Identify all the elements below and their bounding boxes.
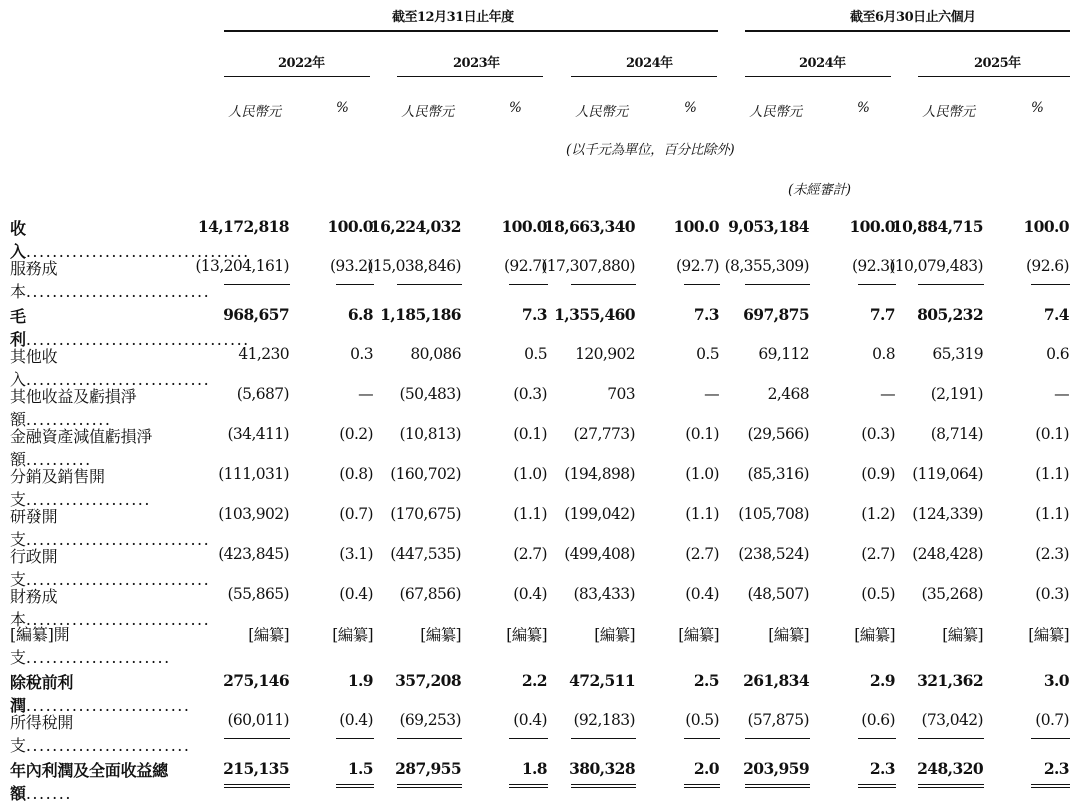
cell-amount: 1,185,186 — [380, 305, 461, 324]
cell-amount: (160,702) — [390, 465, 461, 483]
leader-dots: ................... — [25, 490, 151, 509]
cell-percent: (92.6) — [1025, 257, 1069, 275]
cell-amount: 472,511 — [569, 671, 635, 690]
single-rule — [571, 738, 636, 739]
cell-amount: (105,708) — [738, 505, 809, 523]
cell-amount: 41,230 — [238, 345, 289, 363]
cell-percent: 2.5 — [693, 671, 719, 690]
cell-amount: (27,773) — [573, 425, 635, 443]
cell-amount: (85,316) — [747, 465, 809, 483]
double-rule — [858, 784, 896, 788]
single-rule — [918, 284, 984, 285]
cell-amount: [編纂] — [420, 626, 461, 644]
cell-percent: (1.0) — [513, 465, 547, 483]
cell-percent: (0.8) — [339, 465, 373, 483]
header-six-months: 截至6月30日止六個月 — [850, 10, 976, 25]
leader-dots: ............................ — [25, 530, 211, 549]
cell-percent: 100.0 — [1023, 217, 1069, 236]
cell-percent: (0.4) — [685, 585, 719, 603]
row-label-text: [編纂]開支 — [10, 625, 70, 667]
single-rule — [745, 738, 810, 739]
single-rule — [336, 284, 374, 285]
cell-amount: (103,902) — [218, 505, 289, 523]
cell-percent: 7.4 — [1043, 305, 1069, 324]
cell-percent: (1.0) — [685, 465, 719, 483]
cell-amount: 1,355,460 — [554, 305, 635, 324]
cell-amount: 261,834 — [743, 671, 809, 690]
cell-percent: 2.9 — [869, 671, 895, 690]
cell-amount: (170,675) — [390, 505, 461, 523]
single-rule — [684, 284, 720, 285]
cell-percent: 100.0 — [327, 217, 373, 236]
cell-amount: (83,433) — [573, 585, 635, 603]
cell-percent: 100.0 — [501, 217, 547, 236]
leader-dots: ............................ — [25, 282, 211, 301]
leader-dots: ......................... — [25, 736, 191, 755]
row-label — [10, 622, 210, 668]
row-label-text: 所得稅開支 — [10, 713, 74, 755]
year-rule — [224, 76, 370, 77]
cell-amount: 80,086 — [410, 345, 461, 363]
cell-amount: (10,813) — [399, 425, 461, 443]
cell-amount: (194,898) — [564, 465, 635, 483]
single-rule — [509, 738, 548, 739]
double-rule — [397, 784, 462, 788]
row-label-text: 收入 — [10, 219, 26, 261]
cell-percent: (2.3) — [1035, 545, 1069, 563]
cell-percent: 0.8 — [872, 345, 895, 363]
cell-percent: (0.5) — [685, 711, 719, 729]
double-rule — [224, 784, 290, 788]
leader-dots: .................................. — [25, 330, 250, 349]
cell-amount: [編纂] — [942, 626, 983, 644]
single-rule — [224, 738, 290, 739]
cell-amount: 18,663,340 — [543, 217, 635, 236]
cell-percent: 2.2 — [521, 671, 547, 690]
leader-dots: ............................ — [25, 610, 211, 629]
single-rule — [918, 738, 984, 739]
unit-rmb: 人民幣元 — [401, 104, 454, 120]
row-label-text: 年內利潤及全面收益總額 — [10, 761, 169, 803]
cell-amount: 16,224,032 — [369, 217, 461, 236]
cell-percent: 0.6 — [1046, 345, 1069, 363]
unit-pct: % — [1031, 100, 1044, 116]
cell-amount: 9,053,184 — [728, 217, 809, 236]
double-rule — [684, 784, 720, 788]
unit-pct: % — [684, 100, 697, 116]
cell-amount: (15,038,846) — [367, 257, 461, 275]
cell-percent: 100.0 — [849, 217, 895, 236]
row-label-text: 除稅前利潤 — [10, 673, 74, 715]
unit-pct: % — [857, 100, 870, 116]
cell-amount: [編纂] — [768, 626, 809, 644]
header-six-rule — [745, 30, 1070, 32]
leader-dots: .................................. — [25, 242, 250, 261]
row-label-text: 分銷及銷售開支 — [10, 467, 105, 509]
cell-percent: [編纂] — [506, 626, 547, 644]
leader-dots: ............. — [25, 410, 112, 429]
note-thousands: (以千元為單位，百分比除外) — [566, 142, 735, 158]
single-rule — [571, 284, 636, 285]
cell-percent: (0.3) — [513, 385, 547, 403]
cell-amount: (34,411) — [227, 425, 289, 443]
single-rule — [224, 284, 290, 285]
cell-amount: (73,042) — [921, 711, 983, 729]
note-unaudited: (未經審計) — [788, 182, 851, 198]
cell-percent: (0.5) — [861, 585, 895, 603]
cell-amount: 10,884,715 — [891, 217, 983, 236]
cell-amount: (50,483) — [399, 385, 461, 403]
header-fiscal-years: 截至12月31日止年度 — [392, 10, 514, 25]
cell-percent: 2.3 — [869, 759, 895, 778]
row-label — [10, 758, 210, 804]
cell-amount: (8,355,309) — [724, 257, 809, 275]
double-rule — [336, 784, 374, 788]
row-label-text: 其他收入 — [10, 347, 58, 389]
cell-percent: (92.7) — [675, 257, 719, 275]
cell-percent: 3.0 — [1043, 671, 1069, 690]
cell-percent: (0.4) — [513, 711, 547, 729]
cell-percent: — — [880, 385, 895, 403]
row-label-text: 服務成本 — [10, 259, 58, 301]
cell-percent: (0.4) — [339, 711, 373, 729]
cell-percent: 2.3 — [1043, 759, 1069, 778]
row-label — [10, 256, 210, 302]
leader-dots: ......................... — [25, 696, 191, 715]
unit-rmb: 人民幣元 — [749, 104, 802, 120]
cell-amount: 203,959 — [743, 759, 809, 778]
cell-percent: 1.5 — [347, 759, 373, 778]
cell-percent: (0.4) — [513, 585, 547, 603]
single-rule — [336, 738, 374, 739]
cell-amount: (248,428) — [912, 545, 983, 563]
cell-amount: (124,339) — [912, 505, 983, 523]
single-rule — [1031, 738, 1070, 739]
single-rule — [745, 284, 810, 285]
cell-amount: (111,031) — [218, 465, 289, 483]
cell-amount: 703 — [607, 385, 635, 403]
cell-amount: 805,232 — [917, 305, 983, 324]
cell-amount: (447,535) — [390, 545, 461, 563]
unit-rmb: 人民幣元 — [575, 104, 628, 120]
year-2025-six: 2025年 — [974, 56, 1021, 71]
double-rule — [1031, 784, 1070, 788]
unit-rmb: 人民幣元 — [922, 104, 975, 120]
cell-amount: 2,468 — [767, 385, 809, 403]
year-2023: 2023年 — [453, 56, 500, 71]
row-label-text: 研發開支 — [10, 507, 58, 549]
cell-percent: (93.2) — [329, 257, 373, 275]
year-2024: 2024年 — [626, 56, 673, 71]
leader-dots: ............................ — [25, 370, 211, 389]
single-rule — [1031, 284, 1070, 285]
cell-percent: (0.3) — [861, 425, 895, 443]
cell-percent: (2.7) — [685, 545, 719, 563]
cell-amount: (10,079,483) — [889, 257, 983, 275]
row-label-text: 毛利 — [10, 307, 26, 349]
cell-percent: — — [1054, 385, 1069, 403]
leader-dots: ...................... — [25, 648, 171, 667]
cell-amount: 65,319 — [932, 345, 983, 363]
leader-dots: .......... — [25, 450, 92, 469]
single-rule — [397, 738, 462, 739]
single-rule — [858, 284, 896, 285]
cell-percent: (0.9) — [861, 465, 895, 483]
cell-amount: (119,064) — [912, 465, 983, 483]
cell-percent: (92.7) — [503, 257, 547, 275]
cell-percent: (1.1) — [1035, 465, 1069, 483]
cell-percent: 6.8 — [347, 305, 373, 324]
unit-pct: % — [509, 100, 522, 116]
cell-percent: — — [358, 385, 373, 403]
cell-percent: 0.5 — [696, 345, 719, 363]
year-2022: 2022年 — [278, 56, 325, 71]
cell-amount: 287,955 — [395, 759, 461, 778]
double-rule — [509, 784, 548, 788]
year-rule — [397, 76, 543, 77]
cell-percent: — — [704, 385, 719, 403]
cell-amount: 321,362 — [917, 671, 983, 690]
unit-rmb: 人民幣元 — [228, 104, 281, 120]
cell-percent: (1.1) — [1035, 505, 1069, 523]
cell-percent: (92.3) — [851, 257, 895, 275]
row-label-text: 其他收益及虧損淨額 — [10, 387, 137, 429]
single-rule — [509, 284, 548, 285]
cell-percent: [編纂] — [854, 626, 895, 644]
cell-amount: (2,191) — [930, 385, 983, 403]
cell-amount: (13,204,161) — [195, 257, 289, 275]
cell-amount: 380,328 — [569, 759, 635, 778]
header-fy-rule — [224, 30, 718, 32]
cell-amount: 275,146 — [223, 671, 289, 690]
cell-amount: (199,042) — [564, 505, 635, 523]
unit-pct: % — [336, 100, 349, 116]
cell-percent: [編纂] — [332, 626, 373, 644]
double-rule — [745, 784, 810, 788]
cell-percent: (2.7) — [861, 545, 895, 563]
cell-percent: (0.1) — [685, 425, 719, 443]
cell-amount: (5,687) — [236, 385, 289, 403]
cell-percent: 0.3 — [350, 345, 373, 363]
cell-amount: (17,307,880) — [541, 257, 635, 275]
cell-percent: (3.1) — [339, 545, 373, 563]
cell-percent: 0.5 — [524, 345, 547, 363]
cell-amount: (238,524) — [738, 545, 809, 563]
leader-dots: ....... — [25, 784, 72, 803]
cell-amount: [編纂] — [594, 626, 635, 644]
cell-percent: (0.4) — [339, 585, 373, 603]
cell-percent: (0.7) — [339, 505, 373, 523]
cell-amount: 248,320 — [917, 759, 983, 778]
cell-amount: (69,253) — [399, 711, 461, 729]
cell-percent: 2.0 — [693, 759, 719, 778]
cell-percent: (1.1) — [685, 505, 719, 523]
cell-amount: (67,856) — [399, 585, 461, 603]
cell-amount: 968,657 — [223, 305, 289, 324]
cell-amount: 697,875 — [743, 305, 809, 324]
year-2024-six: 2024年 — [799, 56, 846, 71]
cell-percent: (1.2) — [861, 505, 895, 523]
double-rule — [918, 784, 984, 788]
cell-amount: (29,566) — [747, 425, 809, 443]
cell-amount: (499,408) — [564, 545, 635, 563]
cell-percent: [編纂] — [1028, 626, 1069, 644]
cell-percent: (0.2) — [339, 425, 373, 443]
cell-amount: [編纂] — [248, 626, 289, 644]
cell-amount: 69,112 — [758, 345, 809, 363]
cell-percent: 1.9 — [347, 671, 373, 690]
cell-amount: (8,714) — [930, 425, 983, 443]
cell-percent: (0.1) — [513, 425, 547, 443]
single-rule — [858, 738, 896, 739]
year-rule — [571, 76, 717, 77]
cell-percent: 7.7 — [869, 305, 895, 324]
cell-percent: [編纂] — [678, 626, 719, 644]
row-label — [10, 710, 210, 756]
year-rule — [745, 76, 891, 77]
single-rule — [684, 738, 720, 739]
double-rule — [571, 784, 636, 788]
leader-dots: ............................ — [25, 570, 211, 589]
cell-amount: (48,507) — [747, 585, 809, 603]
cell-percent: 7.3 — [693, 305, 719, 324]
cell-percent: 7.3 — [521, 305, 547, 324]
single-rule — [397, 284, 462, 285]
cell-amount: 14,172,818 — [197, 217, 289, 236]
cell-amount: (423,845) — [218, 545, 289, 563]
cell-percent: (0.1) — [1035, 425, 1069, 443]
cell-percent: 1.8 — [521, 759, 547, 778]
row-label-text: 財務成本 — [10, 587, 58, 629]
cell-amount: 215,135 — [223, 759, 289, 778]
cell-percent: (0.6) — [861, 711, 895, 729]
cell-percent: (0.3) — [1035, 585, 1069, 603]
cell-amount: 120,902 — [575, 345, 635, 363]
cell-amount: (92,183) — [573, 711, 635, 729]
cell-percent: 100.0 — [673, 217, 719, 236]
cell-percent: (1.1) — [513, 505, 547, 523]
cell-amount: (35,268) — [921, 585, 983, 603]
cell-percent: (2.7) — [513, 545, 547, 563]
row-label-text: 行政開支 — [10, 547, 58, 589]
year-rule — [918, 76, 1070, 77]
cell-amount: (55,865) — [227, 585, 289, 603]
row-label-text: 金融資產減值虧損淨額 — [10, 427, 153, 469]
cell-amount: (57,875) — [747, 711, 809, 729]
cell-percent: (0.7) — [1035, 711, 1069, 729]
cell-amount: (60,011) — [227, 711, 289, 729]
cell-amount: 357,208 — [395, 671, 461, 690]
